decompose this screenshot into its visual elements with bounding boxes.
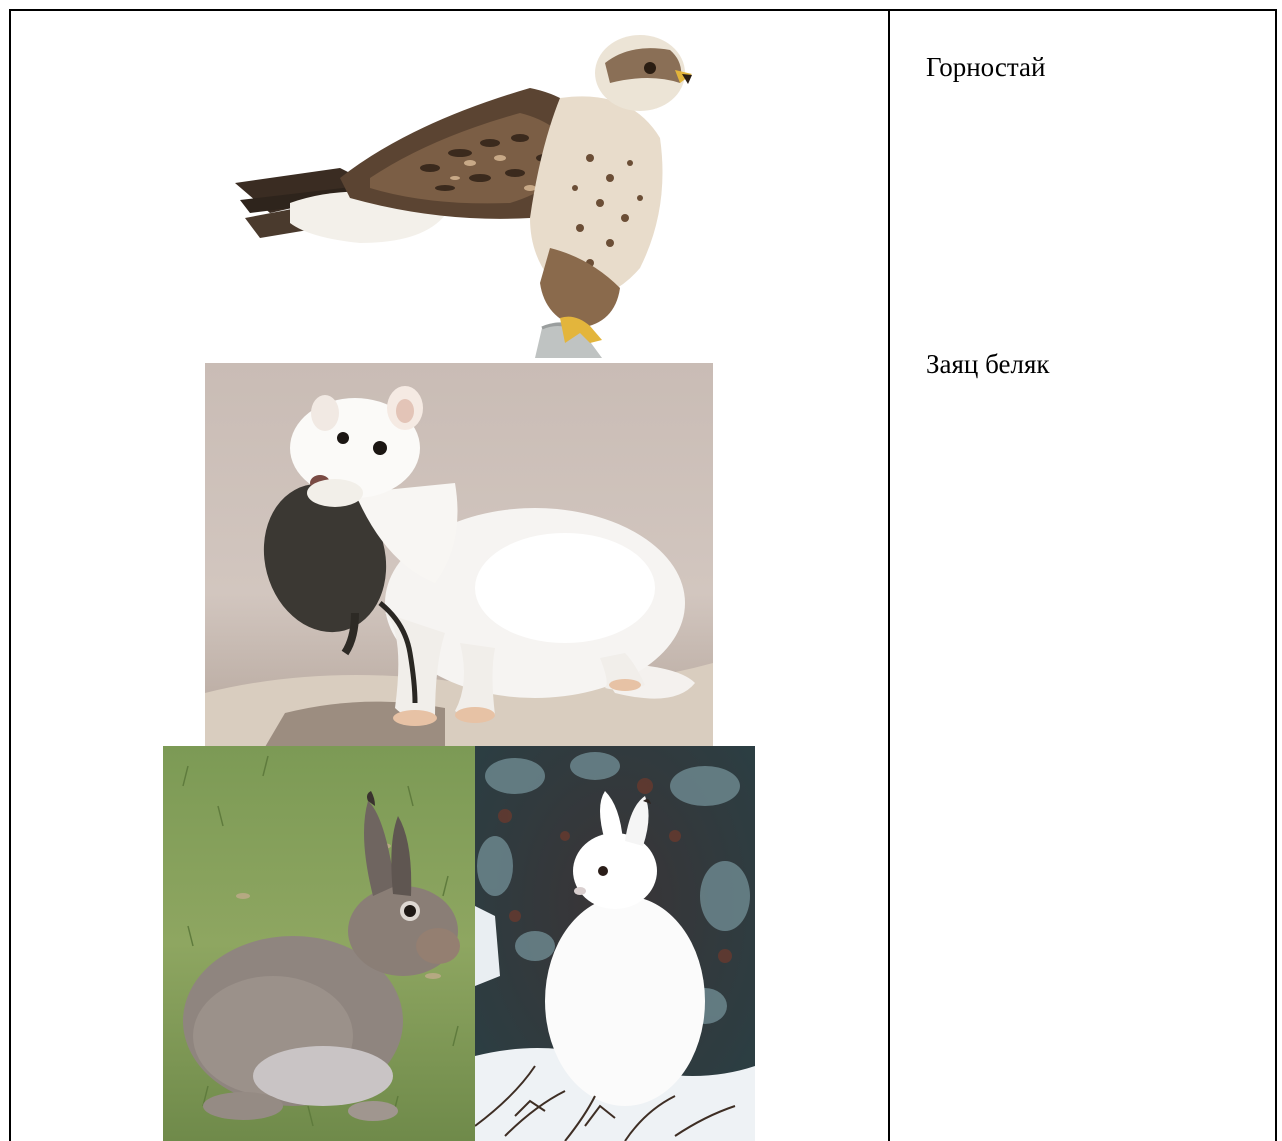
column-divider <box>888 9 890 1141</box>
hare-summer-photo <box>163 746 475 1141</box>
hawk-photo <box>230 28 700 358</box>
label-mountain-hare: Заяц беляк <box>926 349 1050 379</box>
ermine-photo <box>205 363 713 747</box>
hare-winter-photo <box>475 746 755 1141</box>
label-ermine: Горностай <box>926 52 1046 82</box>
